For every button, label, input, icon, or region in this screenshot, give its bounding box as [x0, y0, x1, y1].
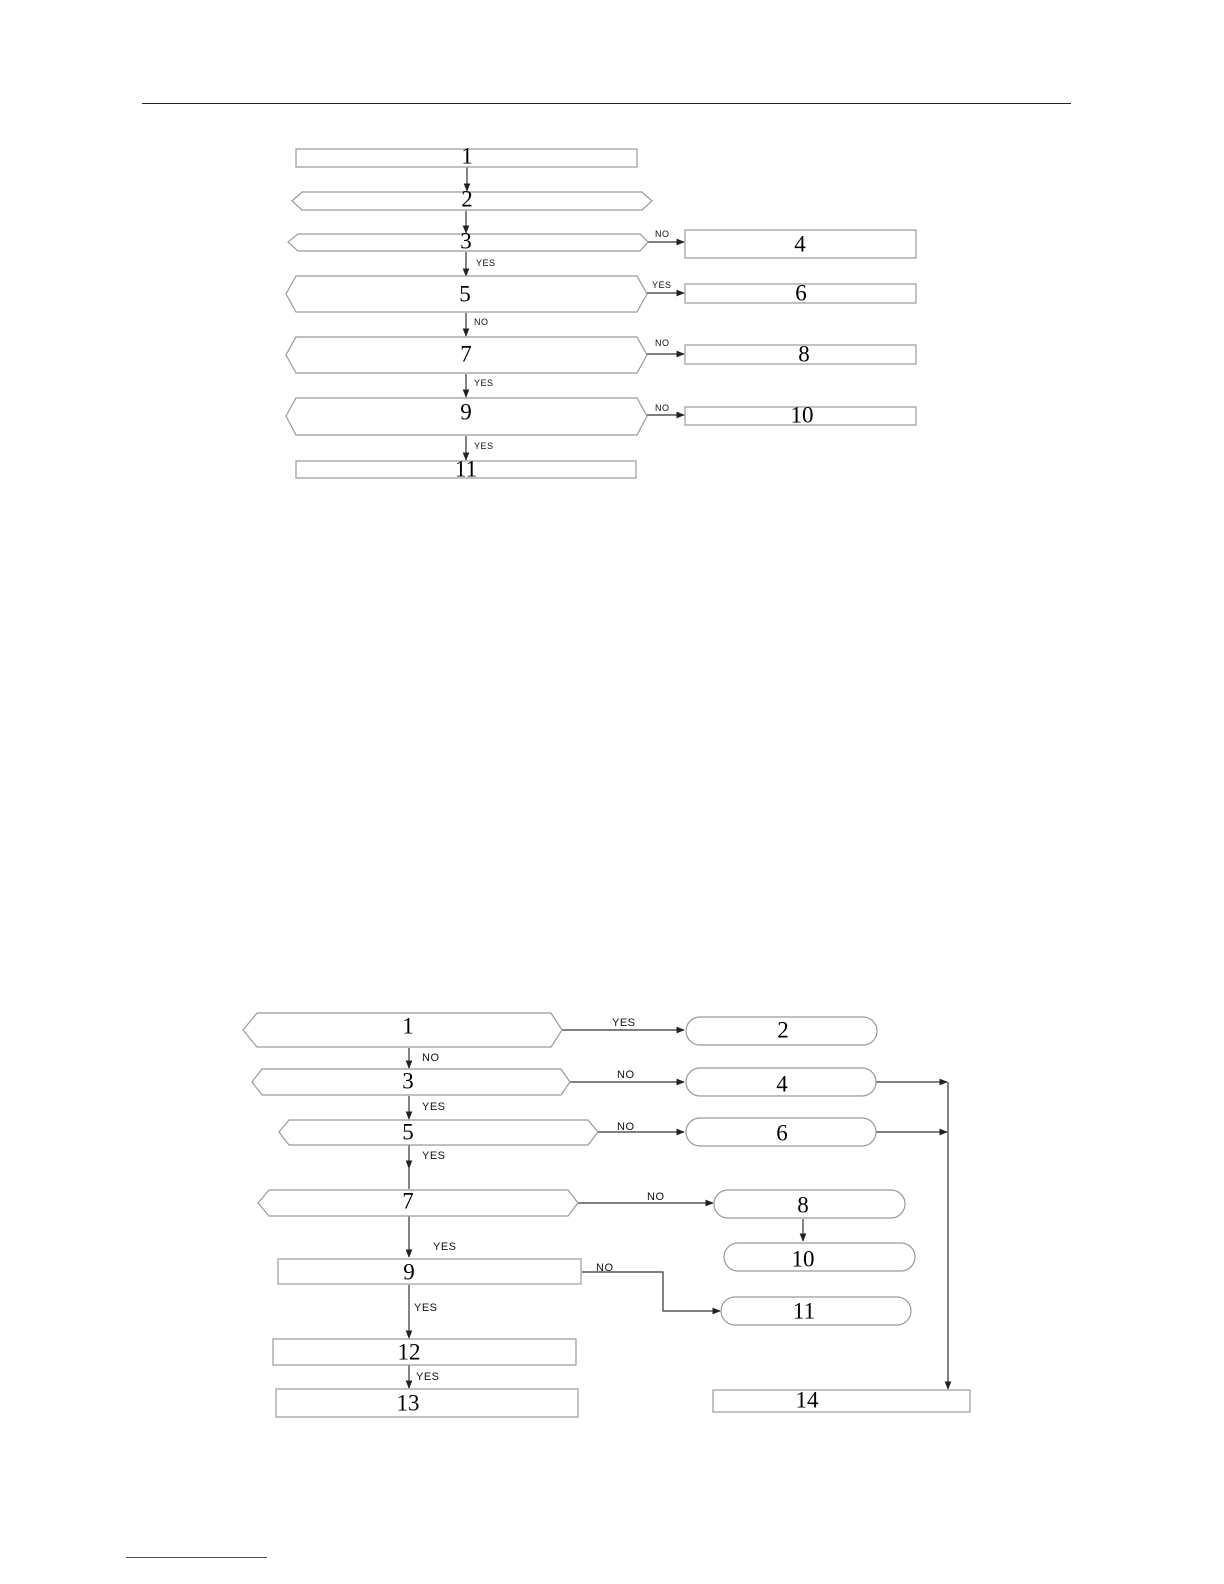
top-label-7-8: NO [655, 338, 670, 348]
top-node-2: 2 [461, 186, 473, 212]
bottom-node-12-box [273, 1339, 576, 1365]
bottom-node-11-box [721, 1297, 911, 1325]
top-label-5-6: YES [652, 280, 672, 290]
bottom-node-4: 4 [776, 1071, 788, 1097]
bottom-node-8-box [714, 1190, 905, 1218]
bottom-node-13: 13 [396, 1390, 420, 1416]
flowchart-top [286, 143, 916, 481]
bottom-node-6: 6 [776, 1120, 788, 1146]
bottom-node-14-box [713, 1390, 970, 1412]
footer-link-underline [126, 1557, 267, 1558]
bottom-node-8: 8 [797, 1192, 809, 1218]
bottom-label-7-8: NO [647, 1191, 665, 1203]
bottom-node-7-box [258, 1190, 578, 1216]
bottom-label-9-11: NO [596, 1262, 614, 1274]
top-node-1: 1 [461, 143, 473, 169]
bottom-label-5-7: YES [422, 1150, 446, 1162]
flowchart-bottom [243, 1013, 970, 1417]
bottom-node-13-box [276, 1389, 578, 1417]
bottom-node-7: 7 [402, 1188, 414, 1214]
bottom-node-2: 2 [777, 1017, 789, 1043]
bottom-label-9-12: YES [414, 1302, 438, 1314]
top-label-7-9: YES [474, 378, 494, 388]
top-label-3-5: YES [476, 258, 496, 268]
top-node-9: 9 [460, 399, 472, 425]
bottom-node-10: 10 [791, 1246, 815, 1272]
bottom-node-9: 9 [403, 1259, 415, 1285]
top-label-3-4: NO [655, 229, 670, 239]
bottom-node-9-box [278, 1259, 581, 1284]
bottom-node-5-box [279, 1120, 598, 1145]
top-node-6: 6 [795, 280, 807, 306]
bottom-node-3: 3 [402, 1068, 414, 1094]
bottom-label-5-6: NO [617, 1121, 635, 1133]
top-label-9-10: NO [655, 403, 670, 413]
top-label-9-11: YES [474, 441, 494, 451]
top-label-5-7: NO [474, 317, 489, 327]
top-node-7: 7 [460, 341, 472, 367]
bottom-label-7-9: YES [433, 1241, 457, 1253]
top-node-4: 4 [794, 231, 806, 257]
bottom-label-1-2: YES [612, 1017, 636, 1029]
bottom-node-5: 5 [402, 1119, 414, 1145]
top-node-8: 8 [798, 341, 810, 367]
top-node-5: 5 [459, 281, 471, 307]
top-node-11: 11 [454, 456, 478, 482]
top-node-10: 10 [790, 402, 814, 428]
bottom-label-1-3: NO [422, 1052, 440, 1064]
top-node-3: 3 [460, 228, 472, 254]
bottom-label-12-13: YES [416, 1371, 440, 1383]
bottom-label-3-4: NO [617, 1069, 635, 1081]
bottom-label-3-5: YES [422, 1101, 446, 1113]
bottom-edge-9-11 [582, 1272, 720, 1311]
bottom-node-10-box [724, 1243, 915, 1271]
bottom-node-12: 12 [397, 1339, 421, 1365]
bottom-node-11: 11 [792, 1298, 816, 1324]
bottom-node-14: 14 [795, 1387, 819, 1413]
bottom-node-1: 1 [402, 1013, 414, 1039]
